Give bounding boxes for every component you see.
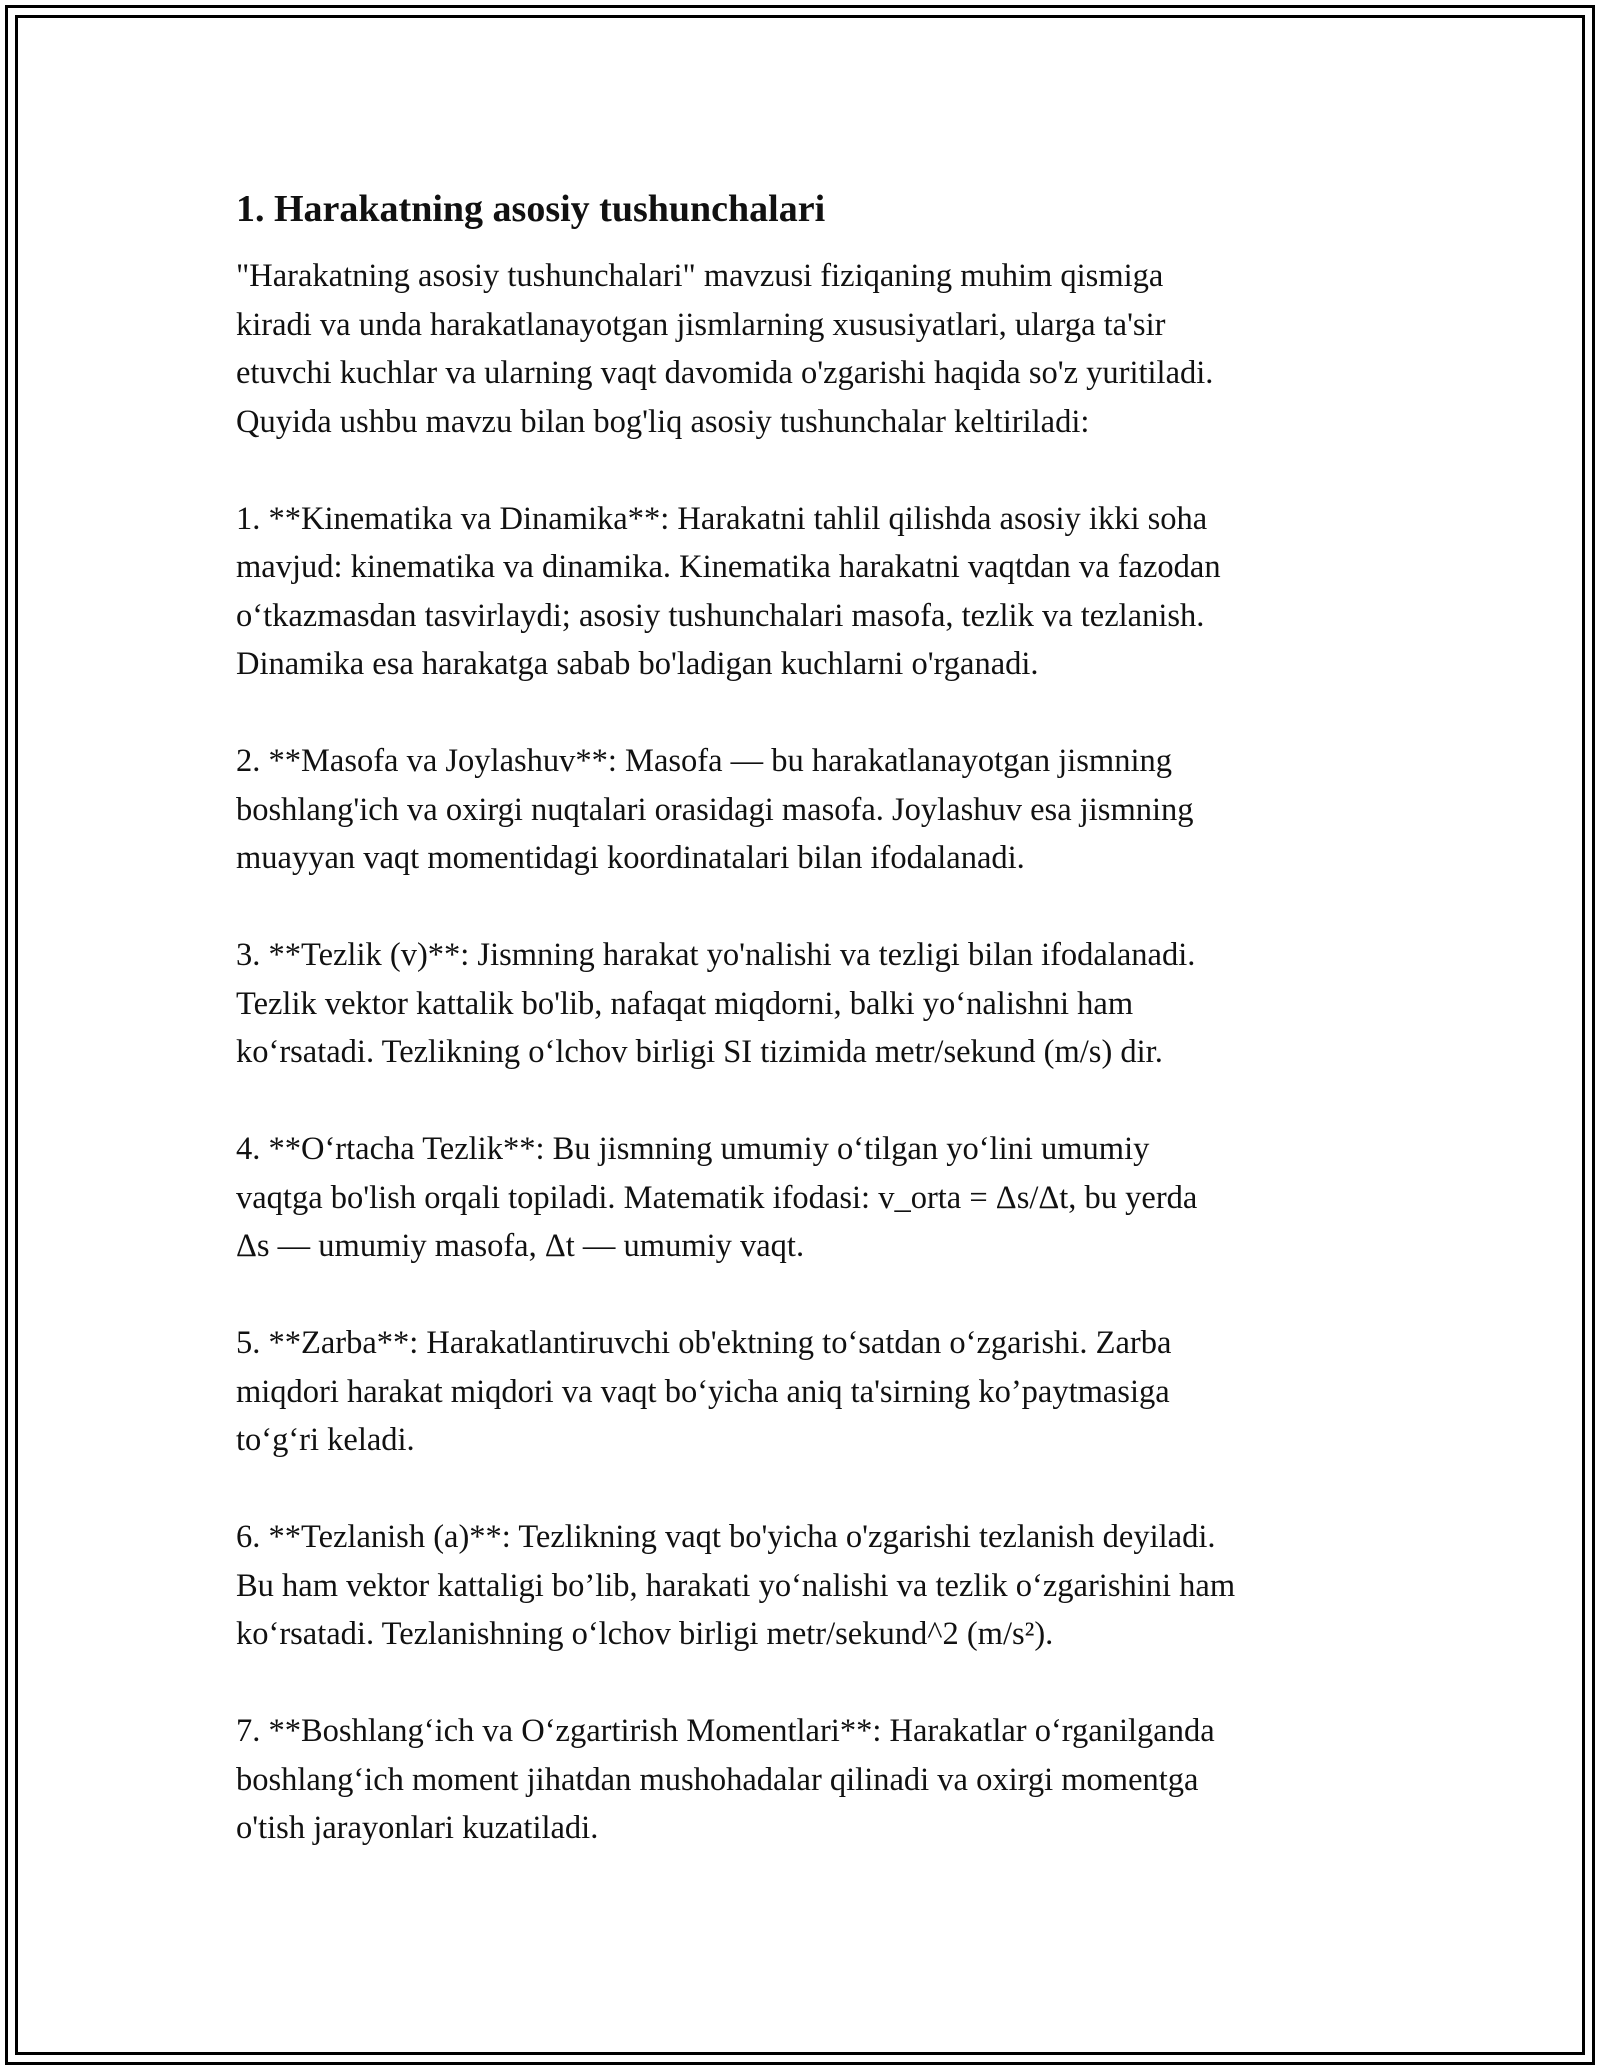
text-line: 2. **Masofa va Joylashuv**: Masofa — bu harakatlanayotgan jismning xyxy=(236,743,1172,779)
list-item-zarba xyxy=(236,1319,1386,1465)
text-line: Dinamika esa harakatga sabab bo'ladigan kuchlarni o'rganadi. xyxy=(236,646,1039,682)
list-item-kinematika xyxy=(236,495,1386,689)
text-line: 5. **Zarba**: Harakatlantiruvchi ob'ektning to‘satdan o‘zgarishi. Zarba xyxy=(236,1325,1172,1361)
document-body xyxy=(236,186,1386,1901)
text-line: 3. **Tezlik (v)**: Jismning harakat yo'nalishi va tezligi bilan ifodalanadi. xyxy=(236,937,1196,973)
text-line: boshlang'ich va oxirgi nuqtalari orasidagi masofa. Joylashuv esa jismning xyxy=(236,791,1194,828)
text-line: boshlang‘ich moment jihatdan mushohadalar qilinadi va oxirgi momentga xyxy=(236,1761,1199,1798)
text-line: mavjud: kinematika va dinamika. Kinematika harakatni vaqtdan va fazodan xyxy=(236,549,1221,585)
intro-paragraph xyxy=(236,252,1386,446)
text-line: ko‘rsatadi. Tezlikning o‘lchov birligi SI tizimida metr/sekund (m/s) dir. xyxy=(236,1034,1163,1070)
text-line: to‘g‘ri keladi. xyxy=(236,1422,415,1458)
text-line: Quyida ushbu mavzu bilan bog'liq asosiy tushunchalar keltiriladi: xyxy=(236,403,1090,440)
list-item-tezlanish xyxy=(236,1513,1386,1659)
text-line: o'tish jarayonlari kuzatiladi. xyxy=(236,1810,599,1846)
text-line: Bu ham vektor kattaligi bo’lib, harakati yo‘nalishi va tezlik o‘zgarishini ham xyxy=(236,1567,1236,1604)
list-item-tezlik xyxy=(236,931,1386,1077)
text-line: 4. **O‘rtacha Tezlik**: Bu jismning umumiy o‘tilgan yo‘lini umumiy xyxy=(236,1131,1150,1167)
text-line: kiradi va unda harakatlanayotgan jismlarning xususiyatlari, ularga ta'sir xyxy=(236,306,1166,343)
text-line: Tezlik vektor kattalik bo'lib, nafaqat miqdorni, balki yo‘nalishni ham xyxy=(236,985,1134,1022)
document-title: 1. Harakatning asosiy tushunchalari xyxy=(236,188,826,230)
text-line: ko‘rsatadi. Tezlanishning o‘lchov birligi metr/sekund^2 (m/s²). xyxy=(236,1616,1054,1652)
text-line: 1. **Kinematika va Dinamika**: Harakatni tahlil qilishda asosiy ikki soha xyxy=(236,500,1208,537)
text-line: "Harakatning asosiy tushunchalari" mavzusi fiziqaning muhim qismiga xyxy=(236,258,1164,294)
text-line: 7. **Boshlang‘ich va O‘zgartirish Momentlari**: Harakatlar o‘rganilganda xyxy=(236,1713,1215,1749)
text-line: muayyan vaqt momentidagi koordinatalari bilan ifodalanadi. xyxy=(236,840,1025,876)
text-line: vaqtga bo'lish orqali topiladi. Matematik ifodasi: v_orta = Δs/Δt, bu yerda xyxy=(236,1179,1198,1216)
text-line: miqdori harakat miqdori va vaqt bo‘yicha aniq ta'sirning ko’paytmasiga xyxy=(236,1373,1170,1410)
text-line: 6. **Tezlanish (a)**: Tezlikning vaqt bo'yicha o'zgarishi tezlanish deyiladi. xyxy=(236,1519,1216,1555)
text-line: Δs — umumiy masofa, Δt — umumiy vaqt. xyxy=(236,1228,805,1264)
list-item-ortacha-tezlik xyxy=(236,1125,1386,1271)
text-line: o‘tkazmasdan tasvirlaydi; asosiy tushunchalari masofa, tezlik va tezlanish. xyxy=(236,597,1205,634)
text-line: etuvchi kuchlar va ularning vaqt davomida o'zgarishi haqida so'z yuritiladi. xyxy=(236,355,1214,391)
list-item-masofa xyxy=(236,737,1386,883)
list-item-momentlar xyxy=(236,1707,1386,1853)
